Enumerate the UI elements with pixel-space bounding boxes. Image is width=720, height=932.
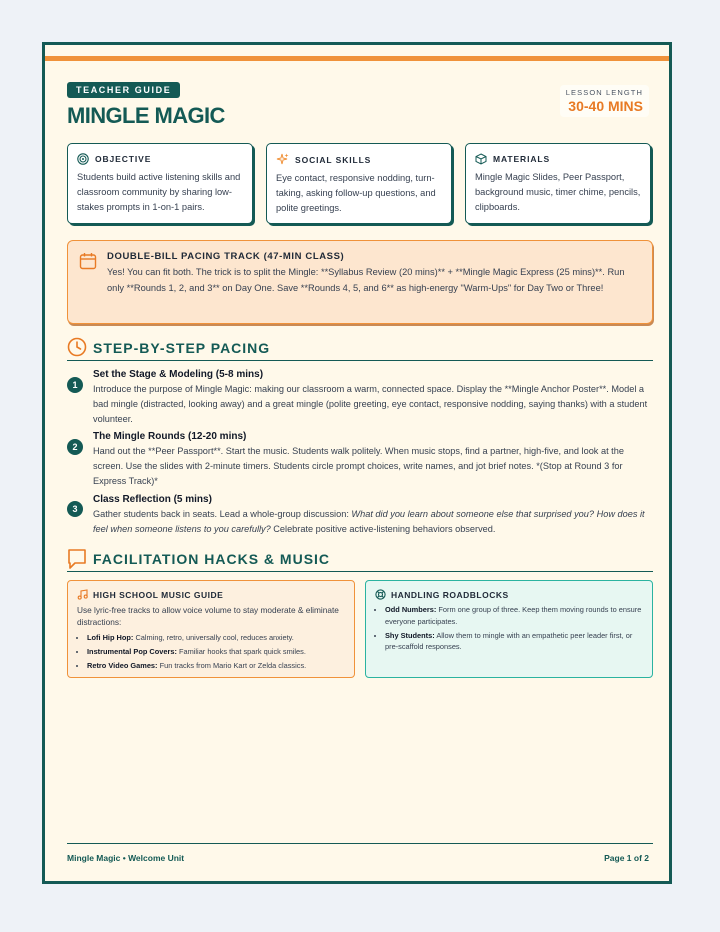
- list-item-label: Lofi Hip Hop:: [87, 633, 134, 642]
- social-skills-body: Eye contact, responsive nodding, turn-taking, asking follow-up questions, and polite greetings.: [276, 173, 436, 213]
- materials-card: [465, 143, 651, 224]
- facilitation-hacks-header: [67, 548, 653, 572]
- lesson-length-value: 30-40 MINS: [568, 98, 643, 114]
- list-item-label: Retro Video Games:: [87, 661, 158, 670]
- calendar-icon: [79, 252, 97, 270]
- target-icon: [77, 153, 89, 165]
- list-item: [87, 660, 345, 672]
- top-accent-bar: [45, 56, 669, 61]
- social-skills-card: [266, 143, 452, 224]
- list-item: [87, 632, 345, 644]
- roadblocks-title: HANDLING ROADBLOCKS: [391, 589, 509, 600]
- list-item-label: Odd Numbers:: [385, 605, 437, 614]
- box-icon: [475, 153, 487, 165]
- step-by-step-title: STEP-BY-STEP PACING: [93, 340, 271, 356]
- page-number: Page 1 of 2: [604, 853, 649, 863]
- footer-unit-label: Mingle Magic • Welcome Unit: [67, 853, 185, 863]
- step-body-outro: Celebrate positive active-listening behaviors observed.: [270, 523, 496, 534]
- list-item-text: Form one group of three. Keep them moving rounds to ensure everyone participates.: [385, 605, 642, 626]
- music-guide-box: [67, 580, 355, 678]
- step-item: [67, 494, 653, 534]
- double-bill-pacing-callout: [67, 240, 653, 324]
- materials-body: Mingle Magic Slides, Peer Passport, background music, timer chime, pencils, clipboards.: [475, 172, 641, 212]
- teacher-guide-page: [42, 42, 672, 884]
- step-item: [67, 431, 653, 487]
- objective-title: OBJECTIVE: [95, 154, 152, 164]
- list-item: [385, 630, 643, 653]
- step-item: [67, 369, 653, 425]
- chat-bubble-icon: [67, 548, 87, 570]
- pacing-body: Yes! You can fit both. The trick is to split the Mingle: **Syllabus Review (20 mins)** + **Mingle Magic Express (25 mins)**. Run only **Rounds 1, 2, and 3** on Day One. Save **Rounds 4, 5, and 6** as high-energy "Warm-Ups" for Day Two or Three!: [107, 267, 625, 293]
- step-by-step-header: [67, 337, 653, 361]
- step-number: 3: [67, 501, 83, 517]
- roadblocks-box: [365, 580, 653, 678]
- list-item-text: Fun tracks from Mario Kart or Zelda classics.: [157, 661, 307, 670]
- list-item-text: Familiar hooks that spark quick smiles.: [176, 647, 306, 656]
- lifebuoy-icon: [375, 589, 386, 600]
- lesson-length-label: LESSON LENGTH: [565, 88, 643, 97]
- social-skills-title: SOCIAL SKILLS: [295, 154, 372, 165]
- teacher-guide-badge: TEACHER GUIDE: [67, 82, 180, 98]
- facilitation-hacks-title: FACILITATION HACKS & MUSIC: [93, 551, 331, 567]
- pacing-title: DOUBLE-BILL PACING TRACK (47-MIN CLASS): [107, 251, 345, 262]
- step-title: Set the Stage & Modeling (5-8 mins): [93, 369, 264, 380]
- step-body: [93, 507, 655, 537]
- music-guide-intro: Use lyric-free tracks to allow voice volume to stay moderate & eliminate distractions:: [77, 605, 339, 627]
- list-item-label: Instrumental Pop Covers:: [87, 647, 177, 656]
- step-number: 2: [67, 439, 83, 455]
- music-note-icon: [77, 589, 88, 600]
- step-body: Introduce the purpose of Mingle Magic: making our classroom a warm, connected space. Display the **Mingle Anchor Poster**. Model a bad mingle (distracted, looking away) and a great mingle (polite greeting, eye contact, responsive nodding, saying thanks) with a student volunteer.: [93, 384, 648, 424]
- step-body: Hand out the **Peer Passport**. Start the music. Students walk politely. When music stops, find a partner, high-five, and look at the screen. Use the slides with 2-minute timers. Students circle prompt choices, write names, and jot brief notes. *(Stop at Round 3 for Express Track)*: [93, 446, 624, 486]
- list-item-label: Shy Students:: [385, 630, 435, 640]
- step-body-intro: Gather students back in seats. Lead a whole-group discussion:: [93, 509, 352, 519]
- clock-icon: [67, 337, 87, 357]
- list-item: [385, 604, 643, 627]
- page-title: MINGLE MAGIC: [67, 103, 225, 128]
- list-item-text: Allow them to mingle with an empathetic peer leader first, or pre-scaffold responses.: [385, 630, 633, 651]
- list-item-text: Calming, retro, universally cool, reduces anxiety.: [133, 633, 294, 642]
- step-title: Class Reflection (5 mins): [93, 494, 212, 505]
- list-item: [87, 646, 345, 658]
- objective-card: [67, 143, 253, 224]
- objective-body: Students build active listening skills and classroom community by sharing low-stakes prompts in 1-on-1 pairs.: [77, 172, 241, 212]
- lesson-length-box: [560, 85, 649, 117]
- music-guide-title: HIGH SCHOOL MUSIC GUIDE: [93, 589, 224, 600]
- sparkle-icon: [276, 153, 289, 166]
- step-number: 1: [67, 377, 83, 393]
- step-title: The Mingle Rounds (12-20 mins): [93, 431, 247, 442]
- materials-title: MATERIALS: [493, 154, 551, 164]
- step-body-question: What did you learn about someone else that surprised you? How does it feel when someone listens to you carefully?: [93, 509, 645, 534]
- footer-divider: [67, 843, 653, 844]
